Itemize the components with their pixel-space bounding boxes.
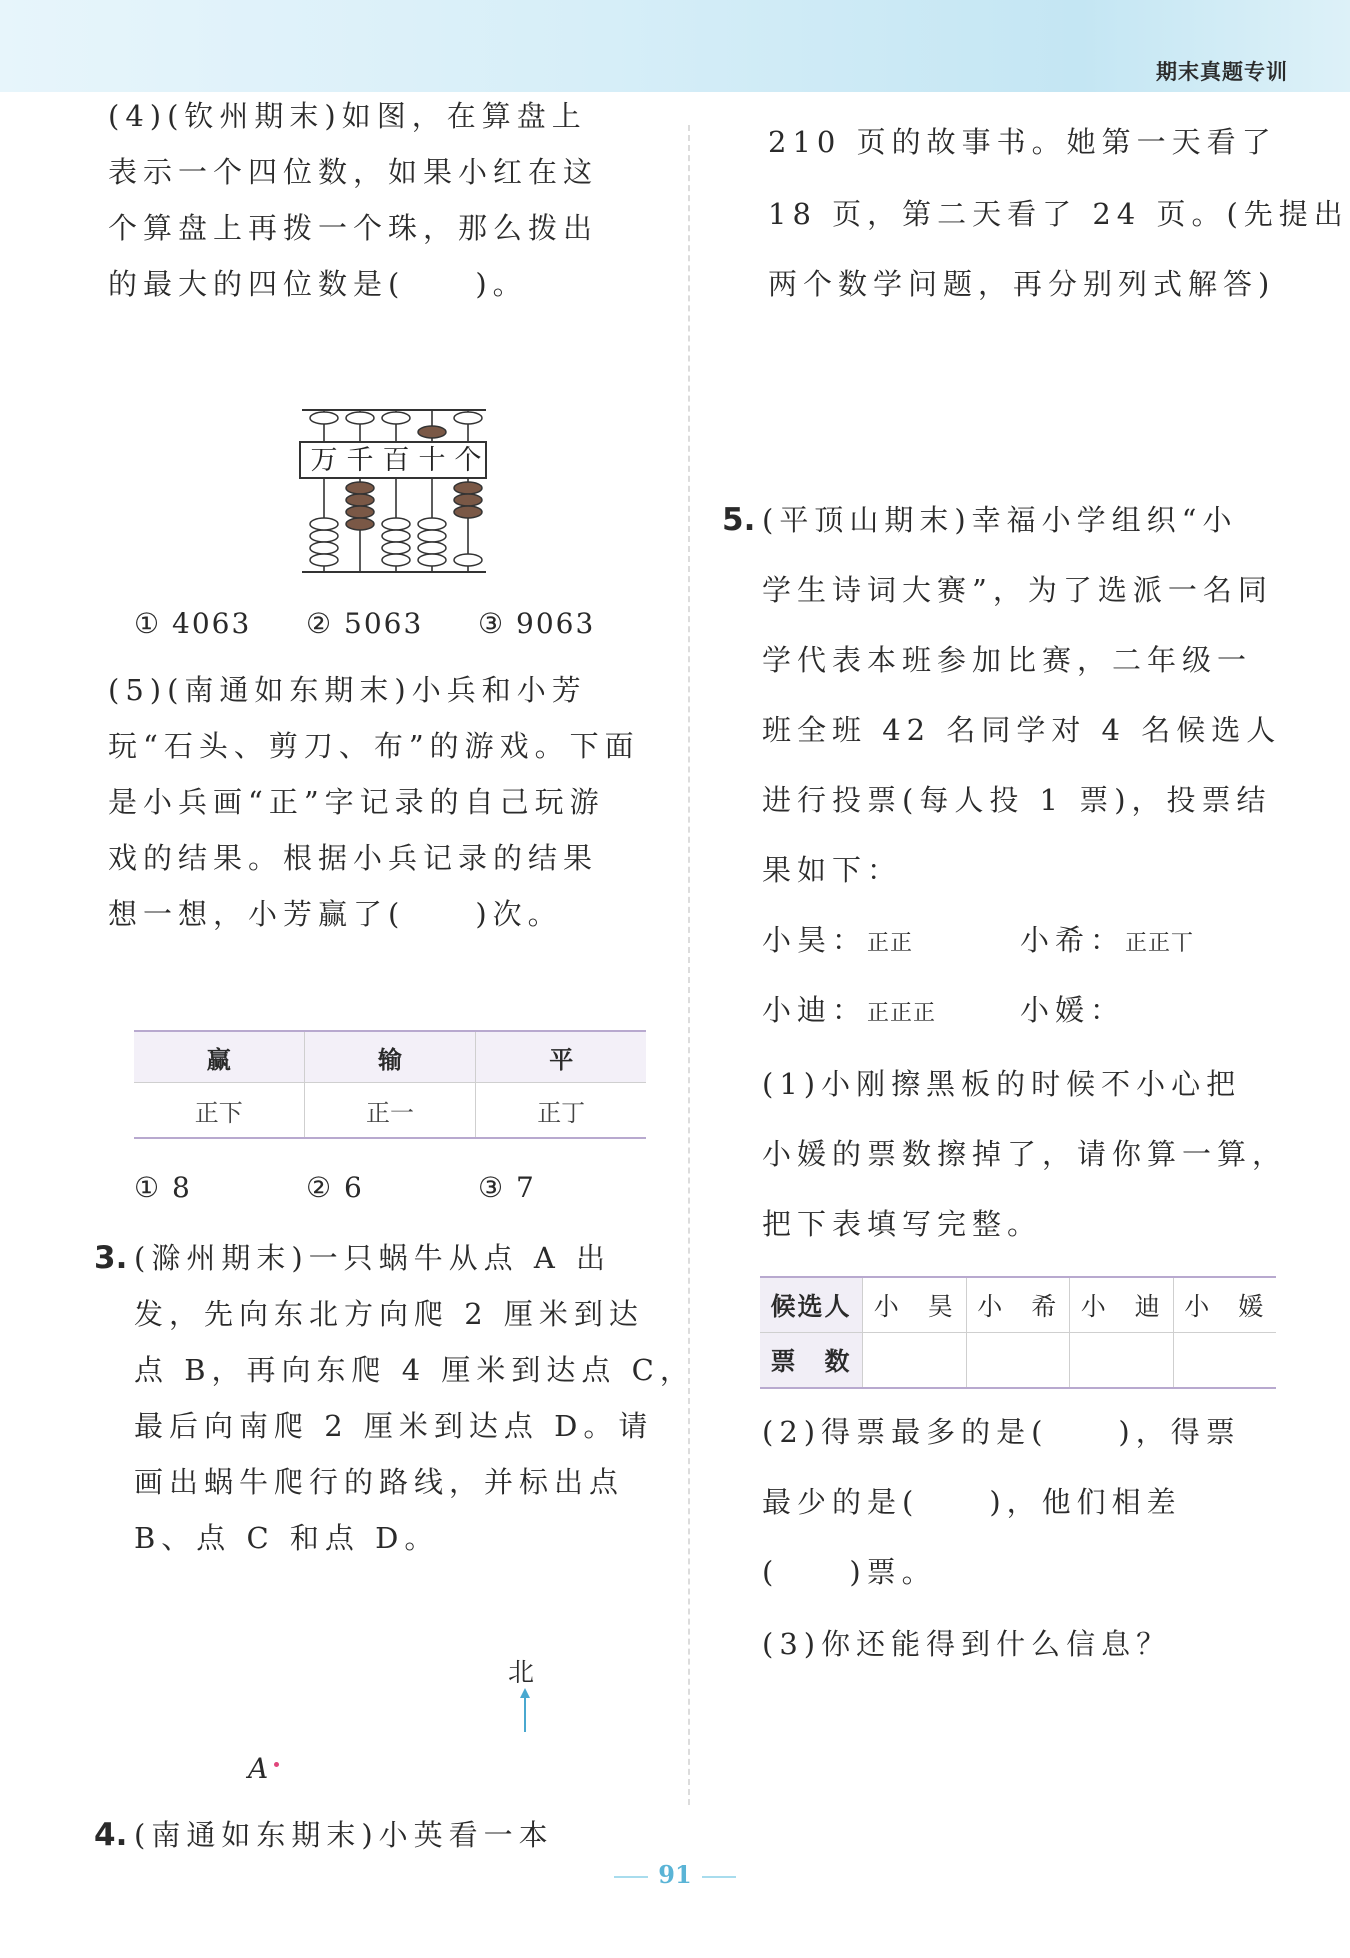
q3-line-2: 发，先向东北方向爬 2 厘米到达 [134,1297,644,1331]
table-header-lose: 输 [304,1031,476,1083]
q5-part2-line-3: ( )票。 [762,1555,937,1589]
votes-cell[interactable] [1173,1333,1276,1389]
q5-part2-line-2: 最少的是( )，他们相差 [762,1485,1182,1519]
candidate-xiaodi: 小 迪 [1070,1277,1174,1333]
q2-5-line-3: 是小兵画“正”字记录的自己玩游 [108,785,605,819]
q2-4-option-1: ① 4063 [134,607,252,640]
q2-4-line-1: (4)(钦州期末)如图，在算盘上 [108,99,587,133]
table-header-draw: 平 [476,1031,646,1083]
abacus-label-wan: 万 [310,445,338,476]
q3-line-1: (滁州期末)一只蜗牛从点 A 出 [134,1241,612,1275]
q2-4-line-2: 表示一个四位数，如果小红在这 [108,155,599,189]
vote-count-table [760,1276,1276,1389]
row-label-votes: 票 数 [760,1333,863,1389]
q5-line-6: 果如下： [762,853,903,887]
q2-4-option-3: ③ 9063 [478,607,596,640]
q5-line-2: 学生诗词大赛”，为了选派一名同 [762,573,1273,607]
q5-line-3: 学代表本班参加比赛，二年级一 [762,643,1253,677]
q4-cont-line-3: 两个数学问题，再分别列式解答) [768,267,1276,301]
q4-cont-line-2: 18 页，第二天看了 24 页。(先提出 [768,197,1349,231]
q2-4-line-3: 个算盘上再拨一个珠，那么拨出 [108,211,599,245]
tally-name: 小昊： [762,923,868,957]
q5-part1-line-3: 把下表填写完整。 [762,1207,1043,1241]
q2-5-option-1: ① 8 [134,1171,192,1204]
q5-part2-line-1: (2)得票最多的是( )，得票 [762,1415,1241,1449]
header-band [0,0,1350,92]
page-number [0,1860,1350,1889]
point-a-label: A [248,1752,269,1785]
candidate-xiaohao: 小 昊 [863,1277,967,1333]
tally-marks: 正正正 [867,1001,937,1026]
tally-name: 小媛： [1020,993,1126,1027]
abacus-label-ge: 个 [454,445,482,476]
q3-line-6: B、点 C 和点 D。 [134,1521,440,1555]
q3-line-3: 点 B，再向东爬 4 厘米到达点 C， [134,1353,695,1387]
q4-cont-line-1: 210 页的故事书。她第一天看了 [768,125,1277,159]
q5-part1-line-2: 小媛的票数擦掉了，请你算一算， [762,1137,1288,1171]
tally-xiaohao [762,920,913,964]
page-header-title: 期末真题专训 [1156,60,1288,84]
page-number-text: 91 [658,1860,692,1889]
table-header-win: 赢 [134,1031,304,1083]
abacus-label-qian: 千 [346,445,374,476]
point-a-dot [274,1762,279,1767]
q2-5-line-1: (5)(南通如东期末)小兵和小芳 [108,673,587,707]
q2-5-line-2: 玩“石头、剪刀、布”的游戏。下面 [108,729,640,763]
question-3-number: 3. [94,1240,128,1276]
abacus-label-bai: 百 [382,445,410,476]
tally-xiaoxi [1020,920,1194,964]
page-number-left-dash [614,1876,648,1878]
q3-line-5: 画出蜗牛爬行的路线，并标出点 [134,1465,625,1499]
question-4-number: 4. [94,1817,128,1853]
column-divider [688,125,690,1805]
votes-cell[interactable] [1070,1333,1174,1389]
q2-5-option-3: ③ 7 [478,1171,536,1204]
table-cell-draw: 正丁 [476,1083,646,1139]
abacus-figure [296,402,496,578]
q4-line-1: (南通如东期末)小英看一本 [134,1818,554,1852]
north-arrow-icon [518,1688,532,1734]
q5-part1-line-1: (1)小刚擦黑板的时候不小心把 [762,1067,1242,1101]
votes-cell[interactable] [966,1333,1070,1389]
tally-xiaoyuan [1020,990,1125,1030]
votes-cell[interactable] [863,1333,967,1389]
q5-line-1: (平顶山期末)幸福小学组织“小 [762,503,1238,537]
row-label-candidate: 候选人 [760,1277,863,1333]
tally-xiaodi [762,990,936,1034]
q5-part3-line: (3)你还能得到什么信息？ [762,1627,1172,1661]
rps-result-table [134,1030,646,1139]
q2-4-line-4: 的最大的四位数是( )。 [108,267,528,301]
table-cell-lose: 正一 [304,1083,476,1139]
q2-5-option-2: ② 6 [306,1171,364,1204]
tally-marks: 正正 [867,931,914,956]
q3-line-4: 最后向南爬 2 厘米到达点 D。请 [134,1409,654,1443]
tally-name: 小迪： [762,993,868,1027]
tally-name: 小希： [1020,923,1126,957]
page-number-right-dash [702,1876,736,1878]
candidate-xiaoyuan: 小 媛 [1173,1277,1276,1333]
q2-4-option-2: ② 5063 [306,607,424,640]
abacus-label-shi: 十 [418,445,446,476]
q2-5-line-4: 戏的结果。根据小兵记录的结果 [108,841,599,875]
q5-line-4: 班全班 42 名同学对 4 名候选人 [762,713,1282,747]
q5-line-5: 进行投票(每人投 1 票)，投票结 [762,783,1272,817]
tally-marks: 正正丅 [1125,931,1195,956]
north-label: 北 [508,1658,535,1688]
table-cell-win: 正下 [134,1083,304,1139]
q2-5-line-5: 想一想，小芳赢了( )次。 [108,897,563,931]
question-5-number: 5. [722,502,756,538]
candidate-xiaoxi: 小 希 [966,1277,1070,1333]
